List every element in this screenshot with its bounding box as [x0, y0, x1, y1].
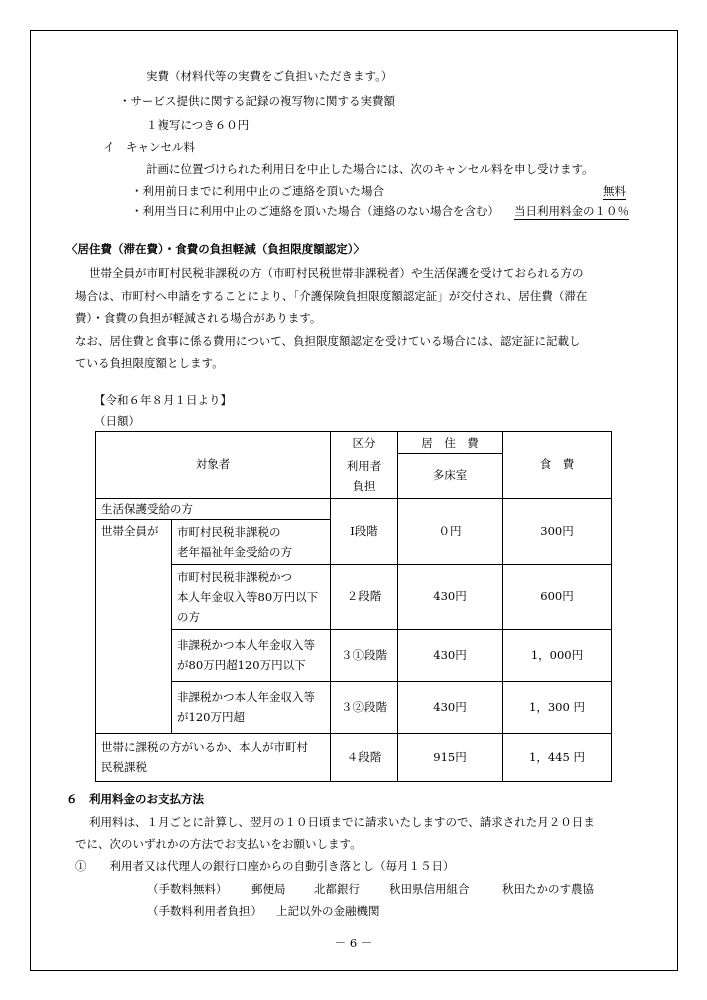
kyoju-cell: ０円: [398, 498, 503, 564]
row-seikatsu-label: 生活保護受給の方: [96, 498, 331, 519]
header-shokuhi: 食 費: [503, 432, 612, 499]
header-tashoshitsu: 多床室: [398, 454, 503, 499]
bank-name: 北都銀行: [314, 882, 360, 896]
copy-price-text: １複写につき６０円: [146, 118, 250, 132]
row-label-line: 非課税かつ本人年金収入等: [177, 638, 315, 652]
bank-name: 郵便局: [251, 882, 286, 896]
row-label-line: 市町村民税非課税の: [177, 524, 281, 539]
shokuhi-cell: 300円: [503, 498, 612, 564]
payment-paragraph-line: 利用料は、１月ごとに計算し、翌月の１０日頃までに請求いたしますので、請求された月２０日ま: [89, 815, 595, 829]
reduction-paragraph-line: なお、居住費と食事に係る費用について、負担限度額認定を受けている場合には、認定証に記載し: [75, 334, 581, 348]
header-futan-line: 利用者: [346, 458, 382, 473]
setai-zenin-label: 世帯全員が: [96, 519, 172, 733]
row-label-line: 老年福祉年金受給の方: [177, 544, 292, 559]
effective-date: 【令和６年８月１日より】: [94, 393, 232, 407]
row-label-line: 世帯に課税の方がいるか、本人が市町村: [101, 740, 308, 754]
bank-name: 秋田たかのす農協: [502, 882, 594, 896]
row-label-line: の方: [177, 609, 200, 624]
payment-item-1: ① 利用者又は代理人の銀行口座からの自動引き落とし（毎月１５日）: [75, 859, 455, 873]
header-kubun: 区分: [331, 432, 398, 454]
shokuhi-cell: 1，000円: [503, 629, 612, 681]
header-target: 対象者: [96, 432, 331, 499]
stage-cell: Ⅰ段階: [331, 498, 398, 564]
payment-heading: ６ 利用料金のお支払方法: [66, 792, 204, 806]
shokuhi-cell: 600円: [503, 564, 612, 629]
shokuhi-cell: 1，300 円: [503, 681, 612, 733]
row-label: [172, 681, 331, 733]
stage-cell: ４段階: [331, 733, 398, 781]
kyoju-cell: 430円: [398, 681, 503, 733]
actual-cost-text: 実費（材料代等の実費をご負担いただきます。）: [146, 69, 393, 83]
copy-item-text: ・サービス提供に関する記録の複写物に関する実費額: [119, 94, 395, 108]
payment-paragraph-line: でに、次のいずれかの方法でお支払いをお願いします。: [75, 837, 362, 851]
cancel-row-value: 無料: [603, 184, 626, 198]
row-label-line: 非課税かつ本人年金収入等: [177, 690, 315, 704]
row-label: [96, 733, 331, 781]
kyoju-cell: 430円: [398, 564, 503, 629]
row-label-line: 本人年金収入等80万円以下: [177, 589, 319, 604]
row-label: [172, 519, 331, 564]
stage-cell: ３②段階: [331, 681, 398, 733]
cancel-heading: イ キャンセル料: [103, 140, 195, 154]
row-label: [172, 564, 331, 629]
stage-cell: ２段階: [331, 564, 398, 629]
reduction-paragraph-line: 世帯全員が市町村民税非課税の方（市町村民税世帯非課税者）や生活保護を受けておられる方の: [89, 266, 584, 280]
cancel-intro: 計画に位置づけられた利用日を中止した場合には、次のキャンセル料を申し受けます。: [146, 162, 594, 176]
paid-label: （手数料利用者負担）: [147, 904, 262, 918]
reduction-heading: 〈居住費（滞在費）・食費の負担軽減（負担限度額認定）〉: [66, 242, 365, 256]
shokuhi-cell: 1，445 円: [503, 733, 612, 781]
paid-banks: 上記以外の金融機関: [276, 904, 380, 918]
bank-name: 秋田県信用組合: [389, 882, 470, 896]
row-label-line: が80万円超120万円以下: [177, 658, 306, 672]
reduction-paragraph-line: 場合は、市町村へ申請をすることにより、「介護保険負担限度額認定証」が交付され、居住費（滞在: [75, 289, 588, 303]
header-futan-line: 負担: [352, 478, 376, 493]
header-kyoju: 居 住 費: [398, 432, 503, 454]
header-futan: [331, 454, 398, 499]
fee-table: [95, 431, 612, 782]
row-label-line: 民税課税: [101, 760, 147, 774]
page-number: － 6 －: [334, 936, 373, 950]
cancel-row-label: ・利用前日までに利用中止のご連絡を頂いた場合: [131, 184, 384, 198]
free-label: （手数料無料）: [147, 882, 228, 896]
reduction-paragraph-line: ている負担限度額とします。: [75, 356, 224, 370]
cancel-row-label: ・利用当日に利用中止のご連絡を頂いた場合（連絡のない場合を含む）: [131, 204, 499, 218]
row-label-line: 市町村民税非課税かつ: [177, 569, 292, 584]
unit-label: （日額）: [94, 414, 140, 428]
cancel-row-value: 当日利用料金の１０％: [514, 204, 629, 218]
row-label-line: が120万円超: [177, 710, 245, 724]
kyoju-cell: 430円: [398, 629, 503, 681]
reduction-paragraph-line: 費）・食費の負担が軽減される場合があります。: [75, 311, 322, 325]
row-label: [172, 629, 331, 681]
kyoju-cell: 915円: [398, 733, 503, 781]
stage-cell: ３①段階: [331, 629, 398, 681]
